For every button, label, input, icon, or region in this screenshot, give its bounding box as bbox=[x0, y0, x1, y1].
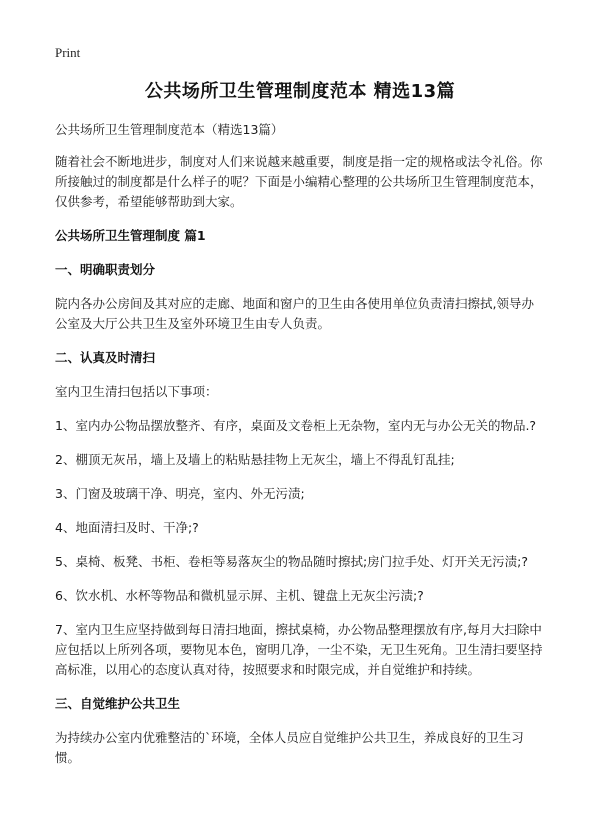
document-title: 公共场所卫生管理制度范本 精选13篇 bbox=[144, 81, 456, 102]
heading-maintenance: 三、自觉维护公共卫生 bbox=[55, 696, 181, 711]
section-title: 公共场所卫生管理制度 篇1 bbox=[55, 228, 206, 243]
paragraph-responsibilities: 院内各办公房间及其对应的走廊、地面和窗户的卫生由各使用单位负责清扫擦拭,领导办公室及大厅公共卫生及室外环境卫生由专人负责。 bbox=[55, 296, 534, 331]
print-label[interactable]: Print bbox=[55, 45, 81, 60]
intro-paragraph: 随着社会不断地进步，制度对人们来说越来越重要，制度是指一定的规格或法令礼俗。你所接触过的制度都是什么样子的呢？下面是小编精心整理的公共场所卫生管理制度范本，仅供参考，希望能够帮助到大家。 bbox=[55, 154, 543, 209]
document-body bbox=[55, 120, 545, 768]
heading-cleaning: 二、认真及时清扫 bbox=[55, 350, 156, 365]
list-item: 4、地面清扫及时、干净;? bbox=[55, 520, 199, 535]
paragraph-maintenance: 为持续办公室内优雅整洁的`环境，全体人员应自觉维护公共卫生，养成良好的卫生习惯。 bbox=[55, 730, 524, 765]
list-item: 1、室内办公物品摆放整齐、有序，桌面及文卷柜上无杂物，室内无与办公无关的物品.? bbox=[55, 418, 537, 433]
heading-responsibilities: 一、明确职责划分 bbox=[55, 262, 156, 277]
paragraph-cleaning-intro: 室内卫生清扫包括以下事项： bbox=[55, 384, 218, 399]
list-item: 2、棚顶无灰吊，墙上及墙上的粘贴悬挂物上无灰尘，墙上不得乱钉乱挂; bbox=[55, 452, 455, 467]
list-item: 6、饮水机、水杯等物品和微机显示屏、主机、键盘上无灰尘污渍;? bbox=[55, 588, 424, 603]
document-subtitle: 公共场所卫生管理制度范本（精选13篇） bbox=[55, 122, 284, 137]
list-item: 5、桌椅、板凳、书柜、卷柜等易落灰尘的物品随时擦拭;房门拉手处、灯开关无污渍;? bbox=[55, 554, 529, 569]
list-item: 7、室内卫生应坚持做到每日清扫地面，擦拭桌椅，办公物品整理摆放有序,每月大扫除中应包括以上所列各项，要物见本色，窗明几净，一尘不染，无卫生死角。卫生清扫要坚持高标准，以用心的态度认真对待，按照要求和时限完成，并自觉维护和持续。 bbox=[55, 622, 543, 677]
list-item: 3、门窗及玻璃干净、明亮，室内、外无污渍; bbox=[55, 486, 305, 501]
